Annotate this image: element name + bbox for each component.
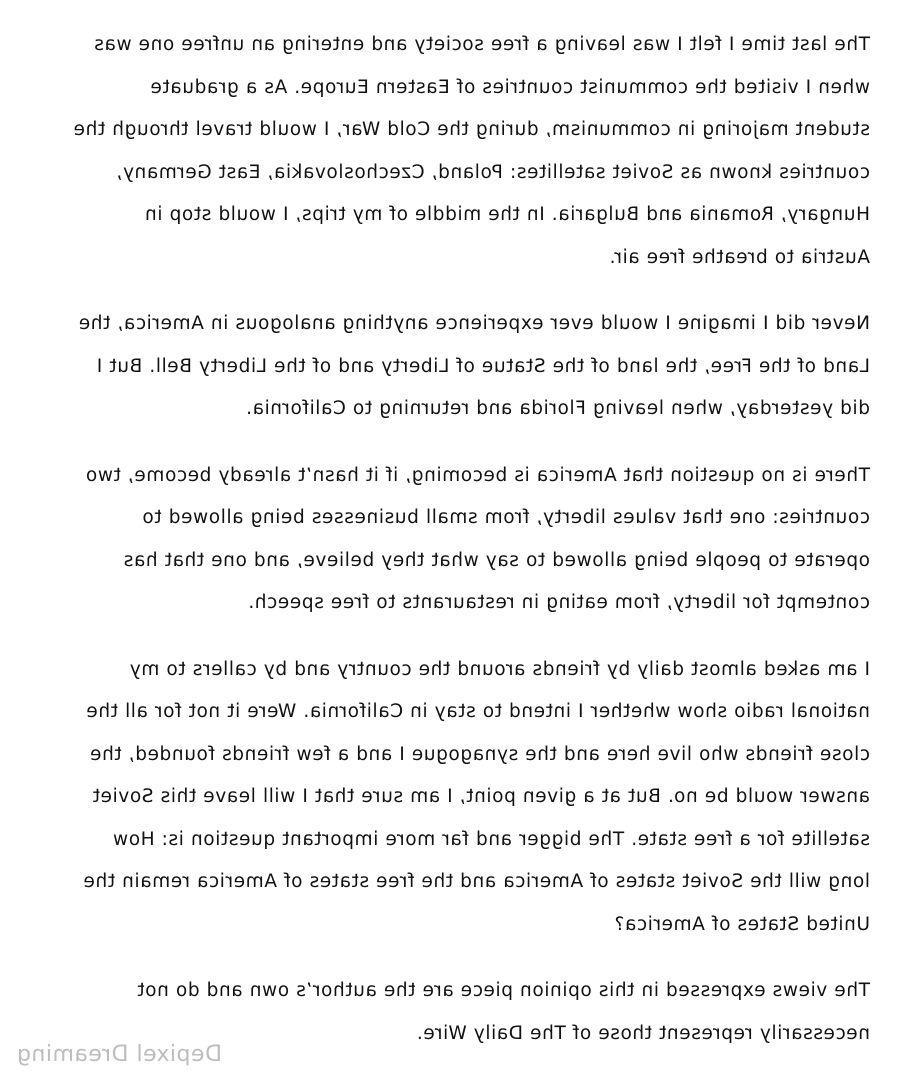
paragraph-1: The last time I felt I was leaving a free society and entering an unfree one was when I visited the communist countries of Eastern Europe. As a graduate student majoring in communism, during the Cold War, I would travel through the countries known as Soviet satellites: Poland, Czechoslovakia, East Germany, Hungary, Romania and Bulgaria. In the middle of my trips, I would stop in Austria to breathe free air. [73, 34, 870, 268]
paragraph-2: Never did I imagine I would ever experience anything analogous in America, the Land of the Free, the land of the Statue of Liberty and of the Liberty Bell. But I did yesterday, when leaving Florida and returning to California. [78, 313, 870, 419]
article-body [70, 24, 870, 1079]
paragraph-4: I am asked almost daily by friends around the country and by callers to my national radio show whether I intend to stay in California. Were it not for all the close friends who live here and the synagogue I and a few friends founded, the answer would be no. But at a given point, I am sure that I will leave this Soviet satellite for a free state. The bigger and far more important question is: How long will the Soviet states of America and the free states of America remain the United States of America? [82, 658, 870, 935]
watermark-text: Depixel Dreaming [16, 1042, 222, 1067]
paragraph-3: There is no question that America is becoming, if it hasn’t already become, two countries: one that values liberty, from small businesses being allowed to operate to people being allowed to say what they believe, and one that has contempt for liberty, from eating in restaurants to free speech. [85, 464, 870, 613]
paragraph-disclaimer: The views expressed in this opinion piece are the author’s own and do not necessarily represent those of The Daily Wire. [136, 980, 870, 1044]
